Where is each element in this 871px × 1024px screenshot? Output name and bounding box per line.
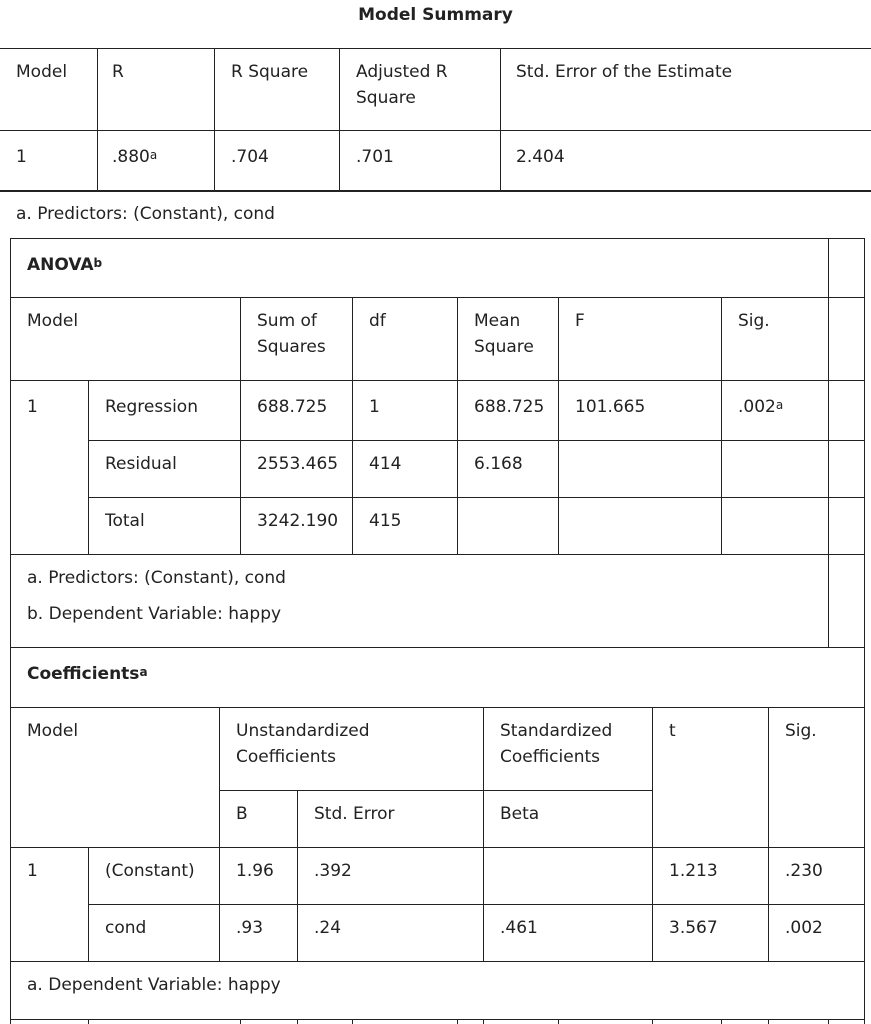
- coef-header-unstd-line1: Unstandardized: [236, 721, 370, 741]
- coef-header-std-line1: Standardized: [500, 721, 613, 741]
- coef-model-number: 1: [27, 861, 38, 881]
- ms-row-model: 1: [16, 147, 27, 167]
- anova-row-ss: 2553.465: [257, 454, 339, 474]
- coef-row-b: 1.96: [236, 861, 274, 881]
- coef-header-b: B: [236, 804, 248, 824]
- anova-row-ss: 3242.190: [257, 511, 339, 531]
- anova-header-ms-line2: Square: [474, 337, 534, 357]
- coef-header-beta: Beta: [500, 804, 540, 824]
- coef-row-t: 1.213: [669, 861, 718, 881]
- ms-header-r-square: R Square: [231, 62, 309, 82]
- anova-row-ms: 688.725: [474, 397, 545, 417]
- anova-header-ss-line1: Sum of: [257, 311, 317, 331]
- coef-footnote: a. Dependent Variable: happy: [27, 975, 281, 995]
- anova-row-label: Regression: [105, 397, 198, 417]
- anova-sig-footnote-marker: a: [775, 398, 784, 412]
- ms-row-adjusted: .701: [356, 147, 394, 167]
- model-summary-title: Model Summary: [358, 5, 513, 25]
- coef-header-model: Model: [27, 721, 79, 741]
- coef-header-std-line2: Coefficients: [500, 747, 600, 767]
- anova-header-f: F: [575, 311, 585, 331]
- coef-row-se: .392: [314, 861, 352, 881]
- coef-row-sig: .002: [785, 918, 823, 938]
- anova-header-model: Model: [27, 311, 79, 331]
- anova-row-df: 415: [369, 511, 402, 531]
- coefficients-title-footnote-marker: a: [139, 665, 148, 679]
- coef-row-se: .24: [314, 918, 342, 938]
- ms-header-std-error: Std. Error of the Estimate: [516, 62, 733, 82]
- ms-row-std-error: 2.404: [516, 147, 565, 167]
- anova-row-df: 1: [369, 397, 380, 417]
- anova-header-sig: Sig.: [738, 311, 770, 331]
- coef-header-t: t: [669, 721, 676, 741]
- anova-row-label: Residual: [105, 454, 177, 474]
- anova-header-ms-line1: Mean: [474, 311, 521, 331]
- coefficients-title: Coefficients$^a$: [27, 664, 148, 684]
- ms-header-r: R: [112, 62, 124, 82]
- anova-row-ms: 6.168: [474, 454, 523, 474]
- anova-row-f: 101.665: [575, 397, 646, 417]
- coef-row-sig: .230: [785, 861, 823, 881]
- anova-title-footnote-marker: b: [93, 256, 103, 270]
- ms-header-adjusted-line2: Square: [356, 88, 416, 108]
- ms-footnote: a. Predictors: (Constant), cond: [16, 204, 275, 224]
- ms-row-r-square: .704: [231, 147, 269, 167]
- coef-row-beta: .461: [500, 918, 538, 938]
- coef-header-sig: Sig.: [785, 721, 817, 741]
- anova-title: ANOVA$^b$: [27, 255, 103, 275]
- ms-header-adjusted-line1: Adjusted R: [356, 62, 448, 82]
- anova-header-ss-line2: Squares: [257, 337, 326, 357]
- coef-row-label: (Constant): [105, 861, 195, 881]
- ms-row-r: .880$^a$: [112, 147, 158, 167]
- anova-row-ss: 688.725: [257, 397, 328, 417]
- anova-footnote-a: a. Predictors: (Constant), cond: [27, 568, 286, 588]
- anova-row-sig: .002$^a$: [738, 397, 784, 417]
- anova-footnote-b: b. Dependent Variable: happy: [27, 604, 282, 624]
- coef-header-std-error: Std. Error: [314, 804, 395, 824]
- coef-row-label: cond: [105, 918, 147, 938]
- coef-row-b: .93: [236, 918, 264, 938]
- coef-row-t: 3.567: [669, 918, 718, 938]
- anova-model-number: 1: [27, 397, 38, 417]
- ms-header-model: Model: [16, 62, 68, 82]
- anova-header-df: df: [369, 311, 386, 331]
- anova-row-df: 414: [369, 454, 402, 474]
- anova-row-label: Total: [105, 511, 145, 531]
- coef-header-unstd-line2: Coefficients: [236, 747, 336, 767]
- ms-row-r-footnote-marker: a: [149, 148, 158, 162]
